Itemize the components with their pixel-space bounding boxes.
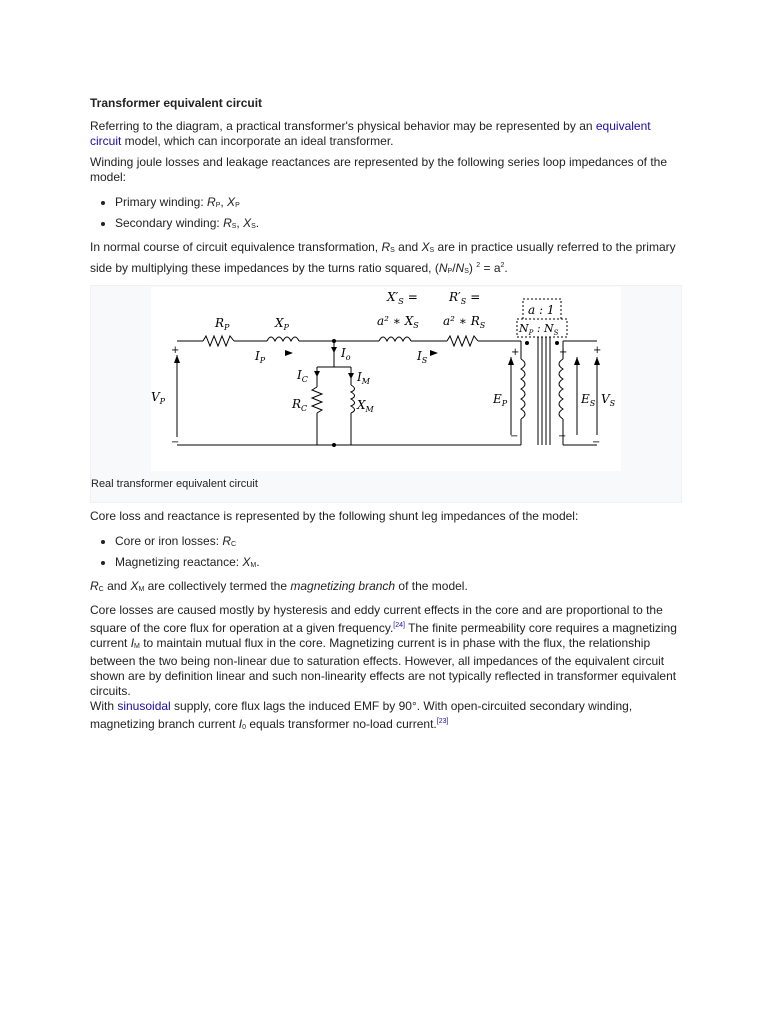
circuit-figure: [90, 285, 682, 503]
series-impedance-list: [90, 195, 680, 234]
shunt-intro-paragraph: Core loss and reactance is represented by the following shunt leg impedances of the model:: [90, 509, 579, 523]
list-item: • Primary winding: $R_P$, $X_P$: [115, 195, 680, 213]
plus-sign: +: [559, 347, 568, 358]
minus-sign: −: [510, 431, 519, 442]
article: [90, 96, 680, 741]
rs-prime-label: $R'_S$ =: [449, 290, 481, 306]
a2rs-label: a² ∗ $R_S$: [443, 314, 486, 330]
plus-sign: +: [171, 345, 180, 356]
plus-sign: +: [593, 345, 602, 356]
sinusoidal-link[interactable]: sinusoidal: [117, 699, 171, 713]
plus-sign: +: [511, 347, 520, 358]
list-item: • Secondary winding: $R_S$, $X_S$.: [115, 216, 680, 234]
magnetizing-branch-paragraph: $R_C$ and $X_M$ are collectively termed the magnetizing branch of the model.: [90, 579, 468, 593]
minus-sign: −: [171, 437, 180, 448]
xs-prime-label: $X'_S$ =: [387, 290, 418, 306]
turns-label: $N_P$ : $N_S$: [519, 322, 559, 337]
xm-label: $X_M$: [357, 398, 374, 414]
section-heading: Transformer equivalent circuit: [90, 96, 263, 110]
list-item: • Core or iron losses: $R_C$: [115, 534, 680, 552]
reference-link-23[interactable]: [23]: [436, 718, 449, 725]
figure-caption: Real transformer equivalent circuit: [91, 478, 258, 490]
shunt-impedance-list: [90, 534, 680, 573]
series-intro-paragraph: Winding joule losses and leakage reactances are represented by the following series loop impedances of the model:: [90, 155, 668, 184]
list-item: • Magnetizing reactance: $X_M$.: [115, 555, 680, 573]
es-label: $E_S$: [581, 392, 596, 408]
core-loss-paragraph: Core losses are caused mostly by hysteresis and eddy current effects in the core and are proportional to the square of the core flux for operation at a given frequency.[24] The finite permeability core requires a magnetizing current $I_M$ to maintain mutual flux in the core. Magnetizing current is in phase with the flux, the relationship between the two being non-linear due to saturation effects. However, all impedances of the equivalent circuit shown are by definition linear and such non-linearity effects are not typically reflected in transformer equivalent circuits. With sinusoidal supply, core flux lags the induced EMF by 90°. With open-circuited secondary winding, magnetizing branch current $I_0$ equals transformer no-load current.[23]: [90, 603, 677, 731]
minus-sign: −: [592, 437, 601, 448]
vp-label: $V_P$: [151, 390, 166, 406]
circuit-diagram: [151, 287, 621, 471]
intro-paragraph: Referring to the diagram, a practical transformer's physical behavior may be represented by an equivalent circuit model, which can incorporate an ideal transformer.: [90, 119, 651, 148]
rp-label: $R_P$: [215, 316, 230, 332]
rc-label: $R_C$: [292, 397, 308, 413]
im-label: $I_M$: [357, 370, 370, 386]
ep-label: $E_P$: [493, 392, 508, 408]
minus-sign: −: [558, 431, 567, 442]
a2xs-label: a² ∗ $X_S$: [377, 314, 419, 330]
ic-label: $I_C$: [297, 368, 308, 384]
xp-label: $X_P$: [275, 316, 289, 332]
reference-link-24[interactable]: [24]: [393, 622, 405, 629]
vs-label: $V_S$: [601, 392, 616, 408]
turns-ratio-paragraph: In normal course of circuit equivalence transformation, $R_S$ and $X_S$ are in practice usually referred to the primary side by multiplying these impedances by the turns ratio squared, $(N_P/N_S) ^2 = a^2$.: [90, 240, 676, 275]
equivalent-circuit-link[interactable]: equivalent circuit: [90, 119, 651, 148]
io-label: $I_o$: [341, 346, 351, 362]
is-label: $I_S$: [417, 349, 428, 365]
equivalent-circuit-svg: [151, 287, 621, 471]
ratio-label: a : 1: [528, 303, 555, 317]
ip-label: $I_P$: [255, 349, 266, 365]
